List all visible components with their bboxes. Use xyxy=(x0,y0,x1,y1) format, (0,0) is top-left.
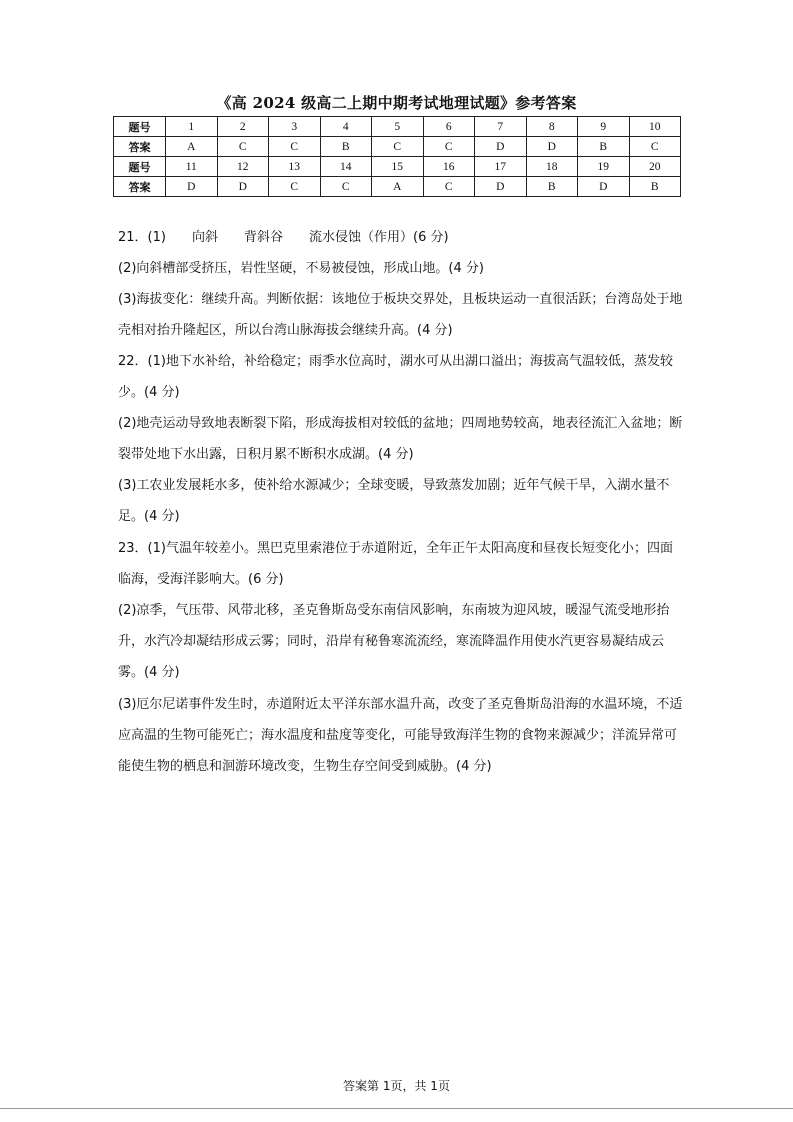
question-number: 11 xyxy=(166,157,218,177)
q22-part1: 22．(1)地下水补给，补给稳定；雨季水位高时，湖水可从出湖口溢出；海拔高气温较低，蒸发较少。(4 分) xyxy=(118,354,673,400)
row-header: 答案 xyxy=(114,177,166,197)
answer-cell: C xyxy=(217,137,269,157)
answer-cell: C xyxy=(423,137,475,157)
answer-cell: A xyxy=(372,177,424,197)
question-number: 15 xyxy=(372,157,424,177)
q23-part2: (2)凉季，气压带、风带北移，圣克鲁斯岛受东南信风影响，东南坡为迎风坡，暖湿气流受地形抬升，水汽冷却凝结形成云雾；同时，沿岸有秘鲁寒流流经，寒流降温作用使水汽更容易凝结成云雾。(4 分) xyxy=(118,603,670,680)
question-number: 16 xyxy=(423,157,475,177)
answer-cell: D xyxy=(166,177,218,197)
answer-cell: D xyxy=(578,177,630,197)
question-number: 1 xyxy=(166,117,218,137)
q21-part3: (3)海拔变化：继续升高。判断依据：该地位于板块交界处，且板块运动一直很活跃；台湾岛处于地壳相对抬升隆起区，所以台湾山脉海拔会继续升高。(4 分) xyxy=(118,292,683,338)
question-number: 18 xyxy=(526,157,578,177)
answer-cell: C xyxy=(372,137,424,157)
answer-cell: B xyxy=(629,177,681,197)
question-number: 13 xyxy=(269,157,321,177)
row-header: 题号 xyxy=(114,117,166,137)
q23-part3: (3)厄尔尼诺事件发生时，赤道附近太平洋东部水温升高，改变了圣克鲁斯岛沿海的水温环境，不适应高温的生物可能死亡；海水温度和盐度等变化，可能导致海洋生物的食物来源减少；洋流异常可能使生物的栖息和洄游环境改变，生物生存空间受到威胁。(4 分) xyxy=(118,697,683,774)
q21-part2: (2)向斜槽部受挤压，岩性坚硬，不易被侵蚀，形成山地。(4 分) xyxy=(118,261,484,276)
question-number: 9 xyxy=(578,117,630,137)
answer-cell: A xyxy=(166,137,218,157)
row-header: 题号 xyxy=(114,157,166,177)
question-number: 19 xyxy=(578,157,630,177)
answer-cell: D xyxy=(475,177,527,197)
answer-cell: C xyxy=(269,137,321,157)
table-row xyxy=(114,117,681,137)
answer-cell: D xyxy=(475,137,527,157)
question-number: 8 xyxy=(526,117,578,137)
row-header: 答案 xyxy=(114,137,166,157)
answer-cell: C xyxy=(320,177,372,197)
q21-answer-b: 背斜谷 xyxy=(243,230,283,245)
q22-part3: (3)工农业发展耗水多，使补给水源减少；全球变暖，导致蒸发加剧；近年气候干旱，入湖水量不足。(4 分) xyxy=(118,478,670,524)
question-number: 20 xyxy=(629,157,681,177)
table-row xyxy=(114,157,681,177)
q21-part1 xyxy=(118,222,683,253)
question-number: 6 xyxy=(423,117,475,137)
answer-cell: D xyxy=(217,177,269,197)
question-number: 14 xyxy=(320,157,372,177)
answer-cell: C xyxy=(629,137,681,157)
footer-divider xyxy=(0,1108,793,1109)
question-number: 10 xyxy=(629,117,681,137)
q21-answer-a: 向斜 xyxy=(191,230,218,245)
q22-part2: (2)地壳运动导致地表断裂下陷，形成海拔相对较低的盆地；四周地势较高，地表径流汇入盆地；断裂带处地下水出露，日积月累不断积水成湖。(4 分) xyxy=(118,416,683,462)
page-title: 《高 2024 级高二上期中期考试地理试题》参考答案 xyxy=(216,94,577,112)
page-footer: 答案第 1页，共 1页 xyxy=(343,1079,450,1093)
answer-cell: C xyxy=(269,177,321,197)
question-number: 2 xyxy=(217,117,269,137)
answer-cell: D xyxy=(526,137,578,157)
question-number: 12 xyxy=(217,157,269,177)
table-row xyxy=(114,137,681,157)
answer-cell: B xyxy=(526,177,578,197)
answer-cell: B xyxy=(578,137,630,157)
question-number: 3 xyxy=(269,117,321,137)
answer-table xyxy=(113,116,681,197)
answer-cell: B xyxy=(320,137,372,157)
table-row xyxy=(114,177,681,197)
question-number: 4 xyxy=(320,117,372,137)
question-number: 17 xyxy=(475,157,527,177)
q23-part1: 23．(1)气温年较差小。黑巴克里索港位于赤道附近，全年正午太阳高度和昼夜长短变化小；四面临海，受海洋影响大。(6 分) xyxy=(118,541,673,587)
question-number: 7 xyxy=(475,117,527,137)
q21-answer-c: 流水侵蚀（作用）(6 分) xyxy=(309,230,449,245)
answer-cell: C xyxy=(423,177,475,197)
q21-number: 21．(1) xyxy=(118,230,166,245)
question-number: 5 xyxy=(372,117,424,137)
